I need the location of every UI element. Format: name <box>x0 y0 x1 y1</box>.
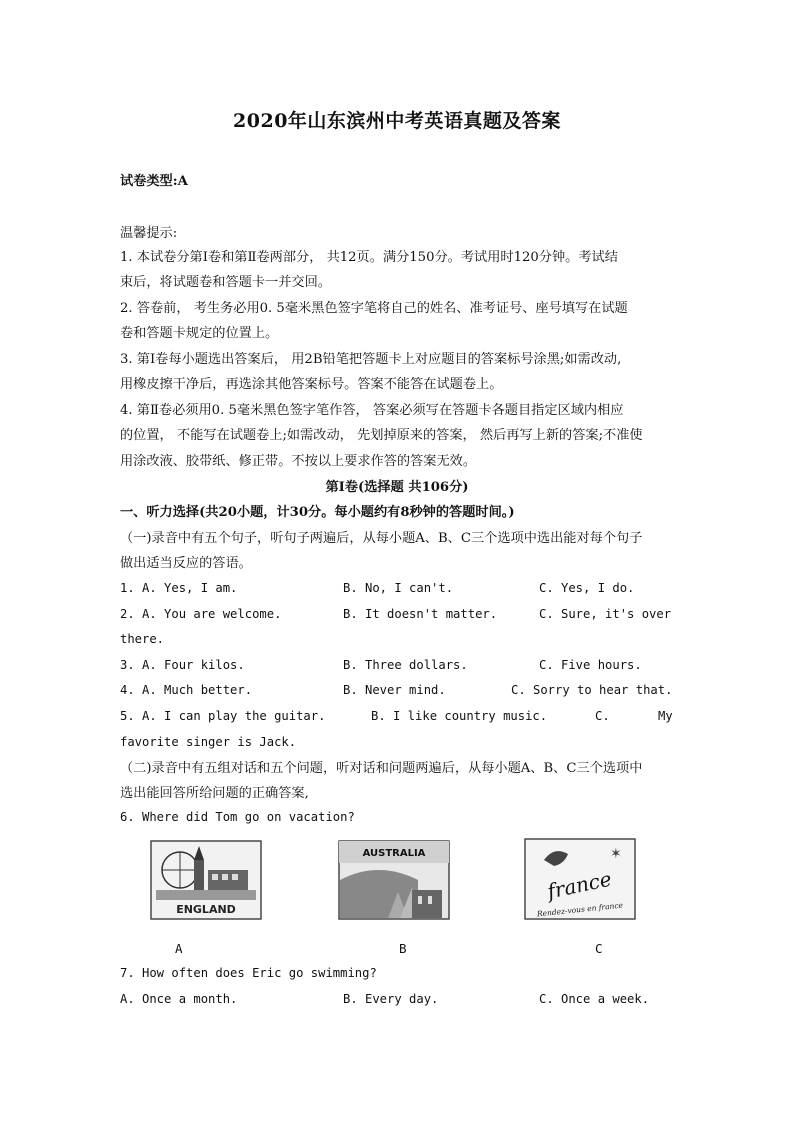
volume-heading: 第Ⅰ卷(选择题 共106分) <box>325 480 469 495</box>
tip-3-line-1: 3. 第Ⅰ卷每小题选出答案后， 用2B铅笔把答题卡上对应题目的答案标号涂黑;如需改动, <box>120 352 622 367</box>
q7-option-c: C. Once a week. <box>539 992 650 1006</box>
q1-option-a: 1. A. Yes, I am. <box>120 581 238 595</box>
tip-1-line-1: 1. 本试卷分第Ⅰ卷和第Ⅱ卷两部分， 共12页。满分150分。考试用时120分钟。考试结 <box>120 250 618 265</box>
england-label: ENGLAND <box>176 903 236 916</box>
q5-option-c-word: My <box>658 709 673 723</box>
australia-picture <box>338 840 450 920</box>
q6-question: 6. Where did Tom go on vacation? <box>120 810 355 824</box>
q4-option-b: B. Never mind. <box>343 683 446 697</box>
q2-option-c-continued: there. <box>120 632 165 646</box>
tip-2-line-1: 2. 答卷前， 考生务必用0. 5毫米黑色签字笔将自己的姓名、准考证号、座号填写在试题 <box>120 301 628 316</box>
q5-option-b: B. I like country music. <box>371 709 548 723</box>
tips-heading: 温馨提示: <box>120 226 178 241</box>
q7-question: 7. How often does Eric go swimming? <box>120 966 377 980</box>
tip-1-line-2: 束后，将试题卷和答题卡一并交回。 <box>120 275 331 290</box>
q2-option-a: 2. A. You are welcome. <box>120 607 282 621</box>
page-title: 2020年山东滨州中考英语真题及答案 <box>233 110 561 132</box>
q7-option-b: B. Every day. <box>343 992 439 1006</box>
q1-option-b: B. No, I can't. <box>343 581 454 595</box>
tip-4-line-3: 用涂改液、胶带纸、修正带。不按以上要求作答的答案无效。 <box>120 454 477 469</box>
france-slogan: Rendez-vous en france <box>536 900 624 919</box>
england-picture <box>150 840 262 920</box>
section1-heading: 一、听力选择(共20小题，计30分。每小题约有8秒钟的答题时间。) <box>120 505 515 520</box>
q4-option-a: 4. A. Much better. <box>120 683 253 697</box>
australia-label: AUSTRALIA <box>362 848 426 859</box>
q5-option-c-continued: favorite singer is Jack. <box>120 735 297 749</box>
france-label: france <box>545 866 614 904</box>
part2-instruction-line-2: 选出能回答所给问题的正确答案, <box>120 786 309 801</box>
q3-option-a: 3. A. Four kilos. <box>120 658 245 672</box>
paper-type: 试卷类型:A <box>120 174 188 189</box>
q2-option-b: B. It doesn't matter. <box>343 607 498 621</box>
picture-a-label: A <box>175 941 183 956</box>
q3-option-c: C. Five hours. <box>539 658 642 672</box>
picture-c-label: C <box>595 941 603 956</box>
q3-option-b: B. Three dollars. <box>343 658 468 672</box>
q1-option-c: C. Yes, I do. <box>539 581 635 595</box>
france-picture <box>524 838 636 920</box>
tip-3-line-2: 用橡皮擦干净后，再选涂其他答案标号。答案不能答在试题卷上。 <box>120 377 503 392</box>
svg-text:✶: ✶ <box>610 846 622 862</box>
part2-instruction-line-1: （二)录音中有五组对话和五个问题，听对话和问题两遍后，从每小题A、B、C三个选项中 <box>120 761 643 776</box>
q2-option-c: C. Sure, it's over <box>539 607 672 621</box>
picture-b-label: B <box>399 941 407 956</box>
part1-instruction-line-2: 做出适当反应的答语。 <box>120 556 252 571</box>
tip-4-line-2: 的位置， 不能写在试题卷上;如需改动， 先划掉原来的答案， 然后再写上新的答案;不准使 <box>120 428 643 443</box>
q5-option-a: 5. A. I can play the guitar. <box>120 709 326 723</box>
part1-instruction-line-1: （一)录音中有五个句子，听句子两遍后，从每小题A、B、C三个选项中选出能对每个句子 <box>120 531 643 546</box>
q4-option-c: C. Sorry to hear that. <box>511 683 673 697</box>
tip-4-line-1: 4. 第Ⅱ卷必须用0. 5毫米黑色签字笔作答， 答案必须写在答题卡各题目指定区域内相应 <box>120 403 624 418</box>
tip-2-line-2: 卷和答题卡规定的位置上。 <box>120 326 279 341</box>
q7-option-a: A. Once a month. <box>120 992 238 1006</box>
q5-option-c: C. <box>595 709 610 723</box>
